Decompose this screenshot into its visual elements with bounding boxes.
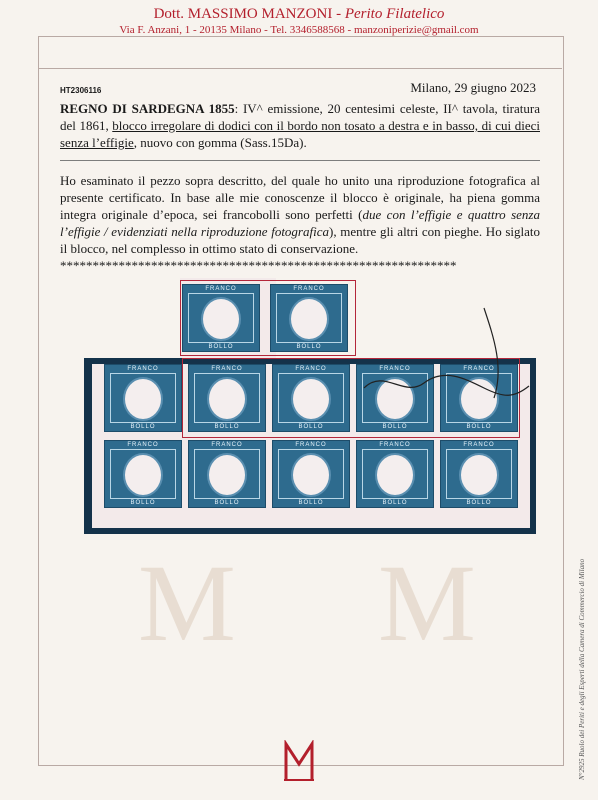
stamp-effigy-1: FRANCO BOLLO <box>182 284 260 352</box>
watermark-monogram-right: M <box>378 542 476 664</box>
watermark-monogram-left: M <box>138 542 236 664</box>
subject-title: REGNO DI SARDEGNA 1855 <box>60 101 235 116</box>
stamp-row2-5: FRANCO BOLLO <box>440 440 518 508</box>
stamp-row1-4: FRANCO BOLLO <box>356 364 434 432</box>
stamp-row2-4: FRANCO BOLLO <box>356 440 434 508</box>
expert-address: Via F. Anzani, 1 - 20135 Milano - Tel. 3346588568 - manzoniperizie@gmail.com <box>119 24 479 36</box>
signature <box>354 298 534 418</box>
certificate-code: HT2306116 <box>60 86 102 95</box>
stamp-row1-2: FRANCO BOLLO <box>188 364 266 432</box>
stamp-effigy-2: FRANCO BOLLO <box>270 284 348 352</box>
expert-role: - Perito Filatelico <box>332 6 445 22</box>
stamp-row2-3: FRANCO BOLLO <box>272 440 350 508</box>
stamp-row1-5: FRANCO BOLLO <box>440 364 518 432</box>
certificate-date: Milano, 29 giugno 2023 <box>410 80 536 95</box>
subject-description: REGNO DI SARDEGNA 1855: IV^ emissione, 20 centesimi celeste, II^ tavola, tiratura del 1861, blocco irregolare di dodici con il bordo non tosato a destra e in basso, di cui dieci senza l’effigie, nuovo con gomma (Sass.15Da). <box>60 101 540 150</box>
stamp-row2-2: FRANCO BOLLO <box>188 440 266 508</box>
stars-line: ************************************************************* <box>60 258 457 273</box>
header-divider <box>38 68 562 69</box>
subject-underlined: blocco irregolare di dodici con il bordo non tosato a destra e in basso, di cui dieci senza l’effigie <box>60 118 540 150</box>
divider <box>60 160 540 161</box>
certificate-body: Ho esaminato il pezzo sopra descritto, del quale ho unito una riproduzione fotografica al presente certificato. In base alle mie conoscenze il blocco è originale, ha piena gomma integra originale d’epoca, sei francobolli sono perfetti (due con l’effigie e quattro senza l’effigie / evidenziati nella riproduzione fotografica), mentre gli altri con pieghe. Ho siglato il blocco, nel complesso in ottimo stato di conservazione. ************************************************************* <box>60 173 540 273</box>
stamp-row1-3: FRANCO BOLLO <box>272 364 350 432</box>
side-registry-note: N°2925 Ruolo dei Periti e degli Esperti della Camera di Commercio di Milano <box>578 558 586 780</box>
stamp-row1-1: FRANCO BOLLO <box>104 364 182 432</box>
expert-name: Dott. MASSIMO MANZONI <box>153 6 333 22</box>
stamp-block-photo <box>84 278 536 534</box>
monogram-logo <box>283 740 315 782</box>
header <box>0 6 598 37</box>
stamp-row2-1: FRANCO BOLLO <box>104 440 182 508</box>
